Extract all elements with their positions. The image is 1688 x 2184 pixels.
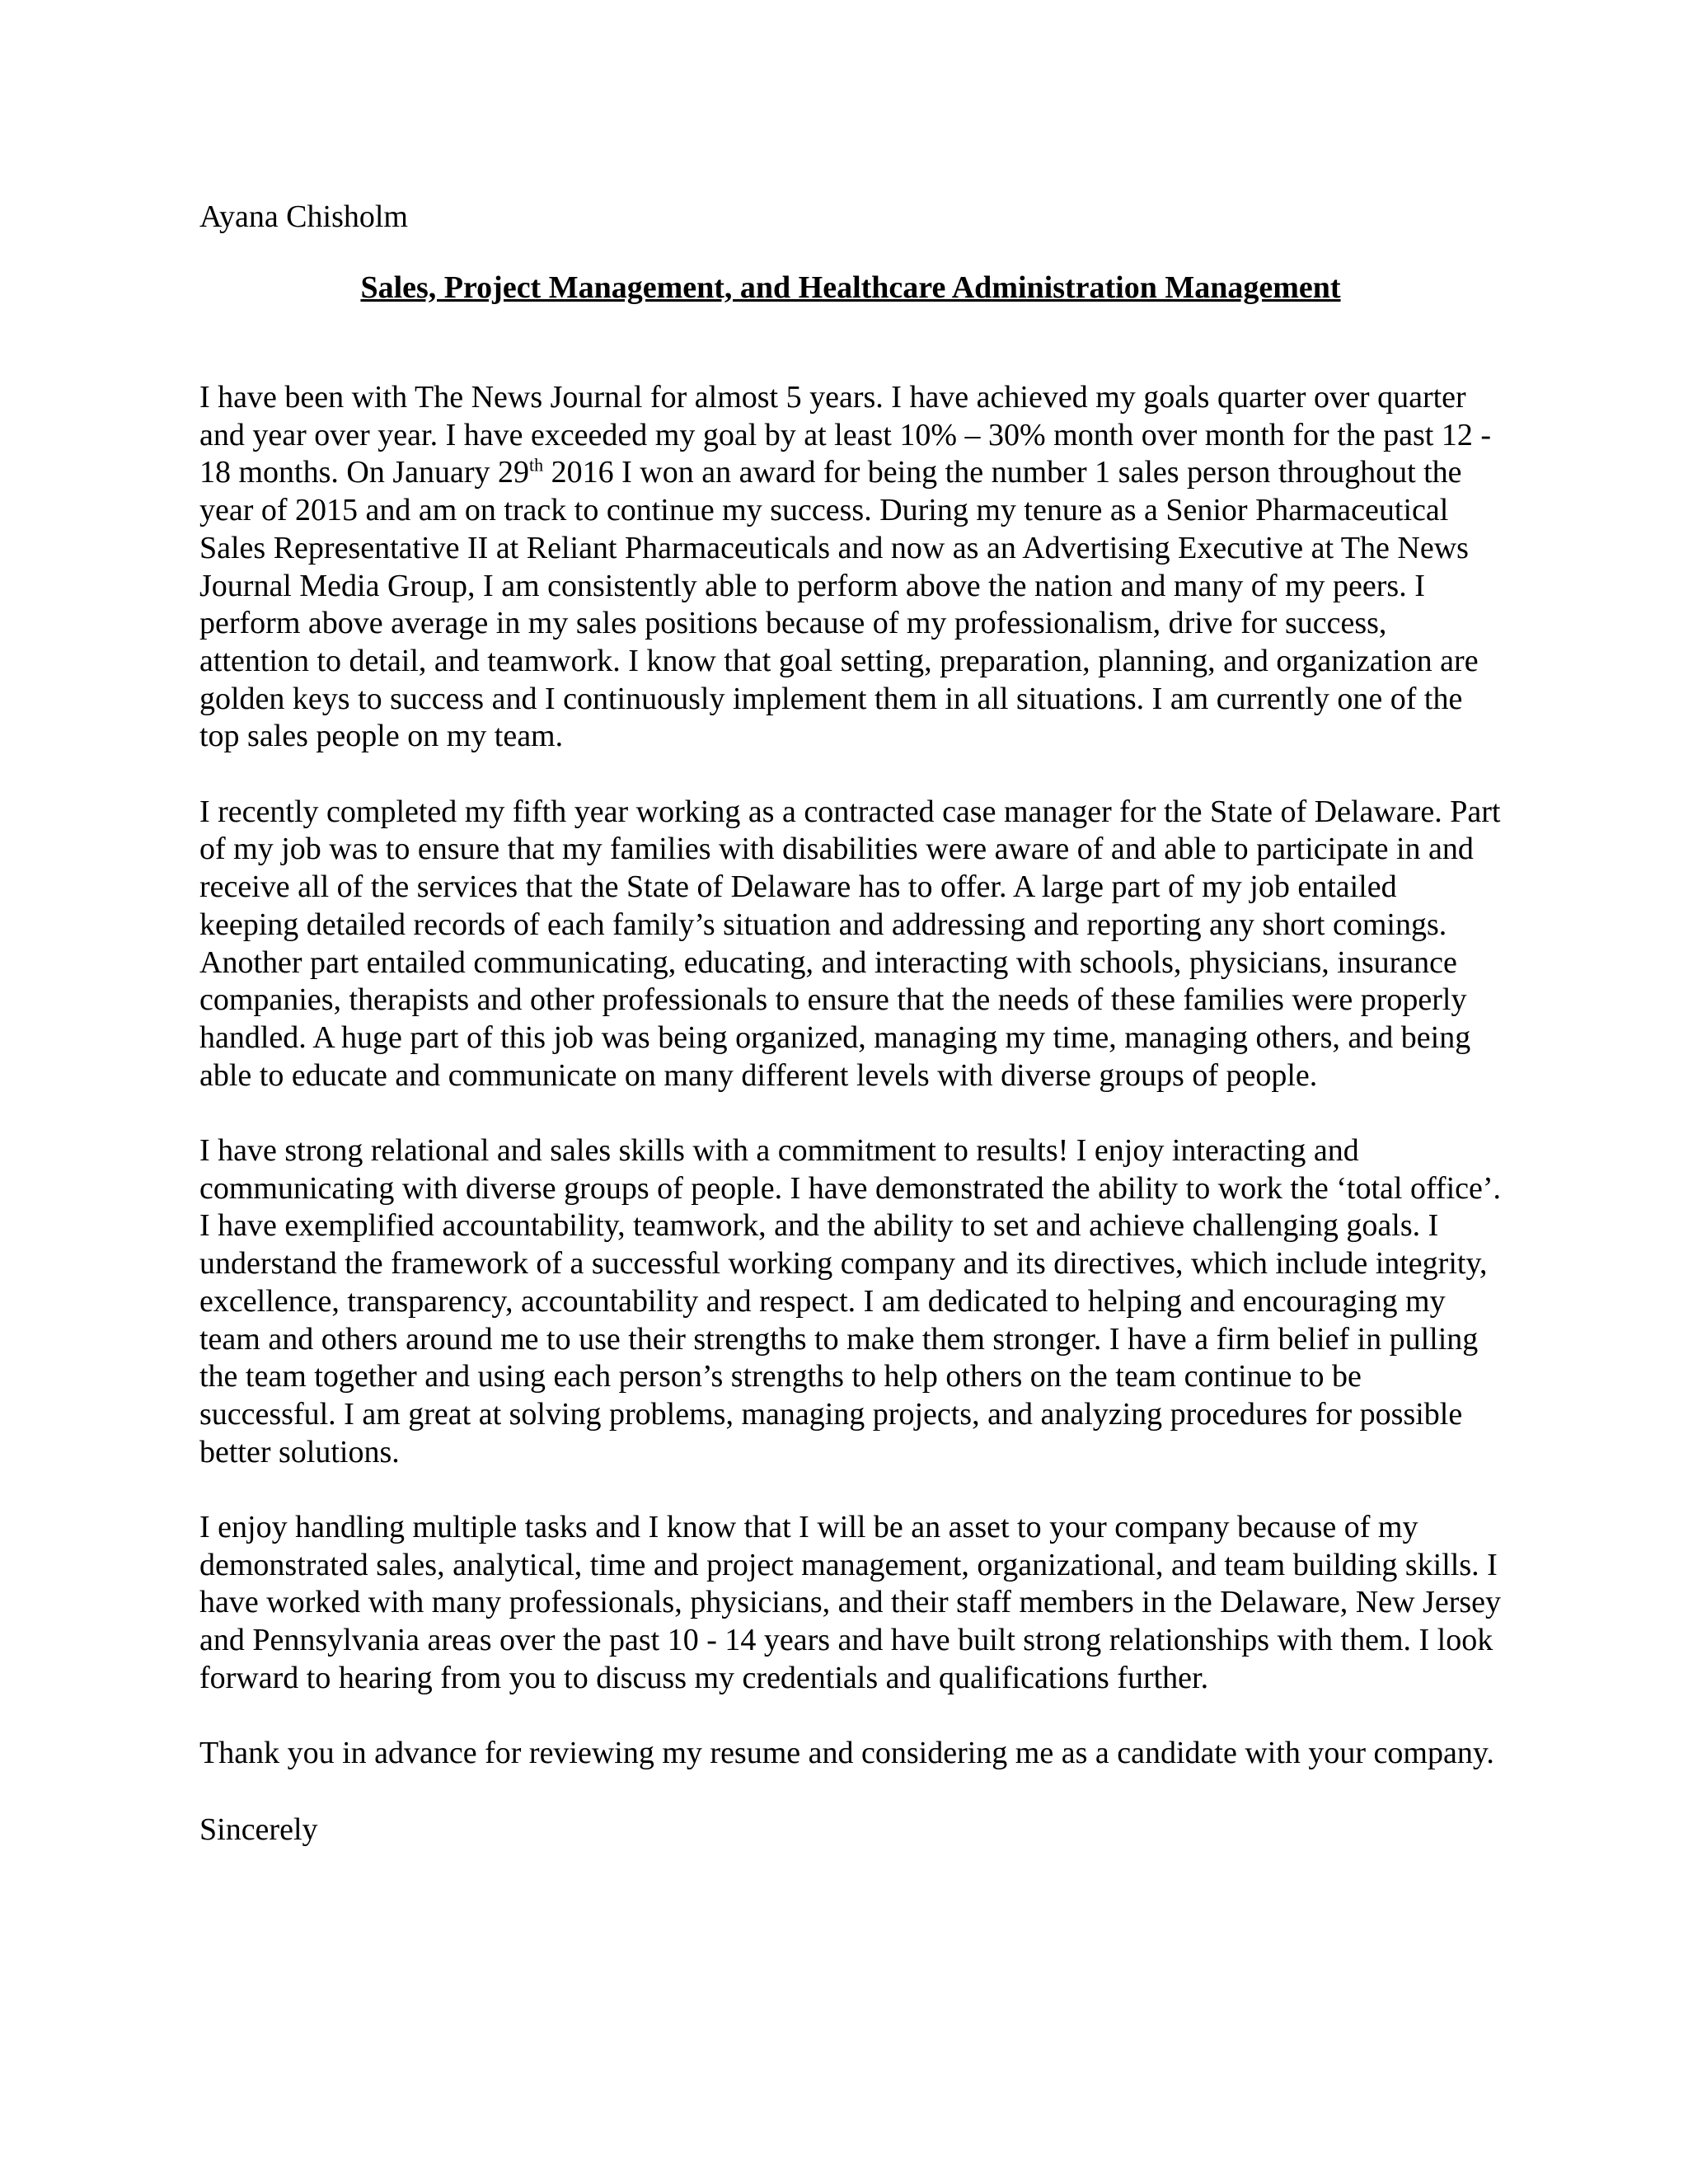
letter-body — [199, 379, 1502, 1849]
ordinal-suffix: th — [529, 454, 544, 476]
paragraph-experience-part-a: I have been with The News Journal for almost 5 years. I have achieved my goals quarter over quarter and year over year. I have exceeded my goal by at least 10% – 30% month over month for the past 12 - 18 months. On January 29 — [199, 380, 1491, 490]
paragraph-experience — [199, 379, 1502, 756]
paragraph-asset: I enjoy handling multiple tasks and I know that I will be an asset to your company because of my demonstrated sales, analytical, time and project management, organizational, and team building skills. I have worked with many professionals, physicians, and their staff members in the Delaware, New Jersey and Pennsylvania areas over the past 10 - 14 years and have built strong relationships with them. I look forward to hearing from you to discuss my credentials and qualifications further. — [199, 1510, 1502, 1695]
closing-signoff: Sincerely — [199, 1811, 318, 1847]
author-name: Ayana Chisholm — [199, 199, 408, 234]
paragraph-thanks: Thank you in advance for reviewing my resume and considering me as a candidate with your company. — [199, 1736, 1494, 1771]
letter-content — [199, 198, 1502, 1849]
paragraph-skills: I have strong relational and sales skills with a commitment to results! I enjoy interacting and communicating with diverse groups of people. I have demonstrated the ability to work the ‘total office’. I have exemplified accountability, teamwork, and the ability to set and achieve challenging goals. I understand the framework of a successful working company and its directives, which include integrity, excellence, transparency, accountability and respect. I am dedicated to helping and encouraging my team and others around me to use their strengths to make them stronger. I have a firm belief in pulling the team together and using each person’s strengths to help others on the team continue to be successful. I am great at solving problems, managing projects, and analyzing procedures for possible better solutions. — [199, 1133, 1502, 1469]
letter-subject: Sales, Project Management, and Healthcare Administration Management — [360, 270, 1341, 305]
paragraph-experience-part-b: 2016 I won an award for being the number 1 sales person throughout the year of 2015 and am on track to continue my success. During my tenure as a Senior Pharmaceutical Sales Representative II at Reliant Pharmaceuticals and now as an Advertising Executive at The News Journal Media Group, I am consistently able to perform above the nation and many of my peers. I perform above average in my sales positions because of my professionalism, drive for success, attention to detail, and teamwork. I know that goal setting, preparation, planning, and organization are golden keys to success and I continuously implement them in all situations. I am currently one of the top sales people on my team. — [199, 455, 1479, 754]
paragraph-case-manager: I recently completed my fifth year working as a contracted case manager for the State of Delaware. Part of my job was to ensure that my families with disabilities were aware of and able to participate in and receive all of the services that the State of Delaware has to offer. A large part of my job entailed keeping detailed records of each family’s situation and addressing and reporting any short comings. Another part entailed communicating, educating, and interacting with schools, physicians, insurance companies, therapists and other professionals to ensure that the needs of these families were properly handled. A huge part of this job was being organized, managing my time, managing others, and being able to educate and communicate on many different levels with diverse groups of people. — [199, 794, 1501, 1093]
